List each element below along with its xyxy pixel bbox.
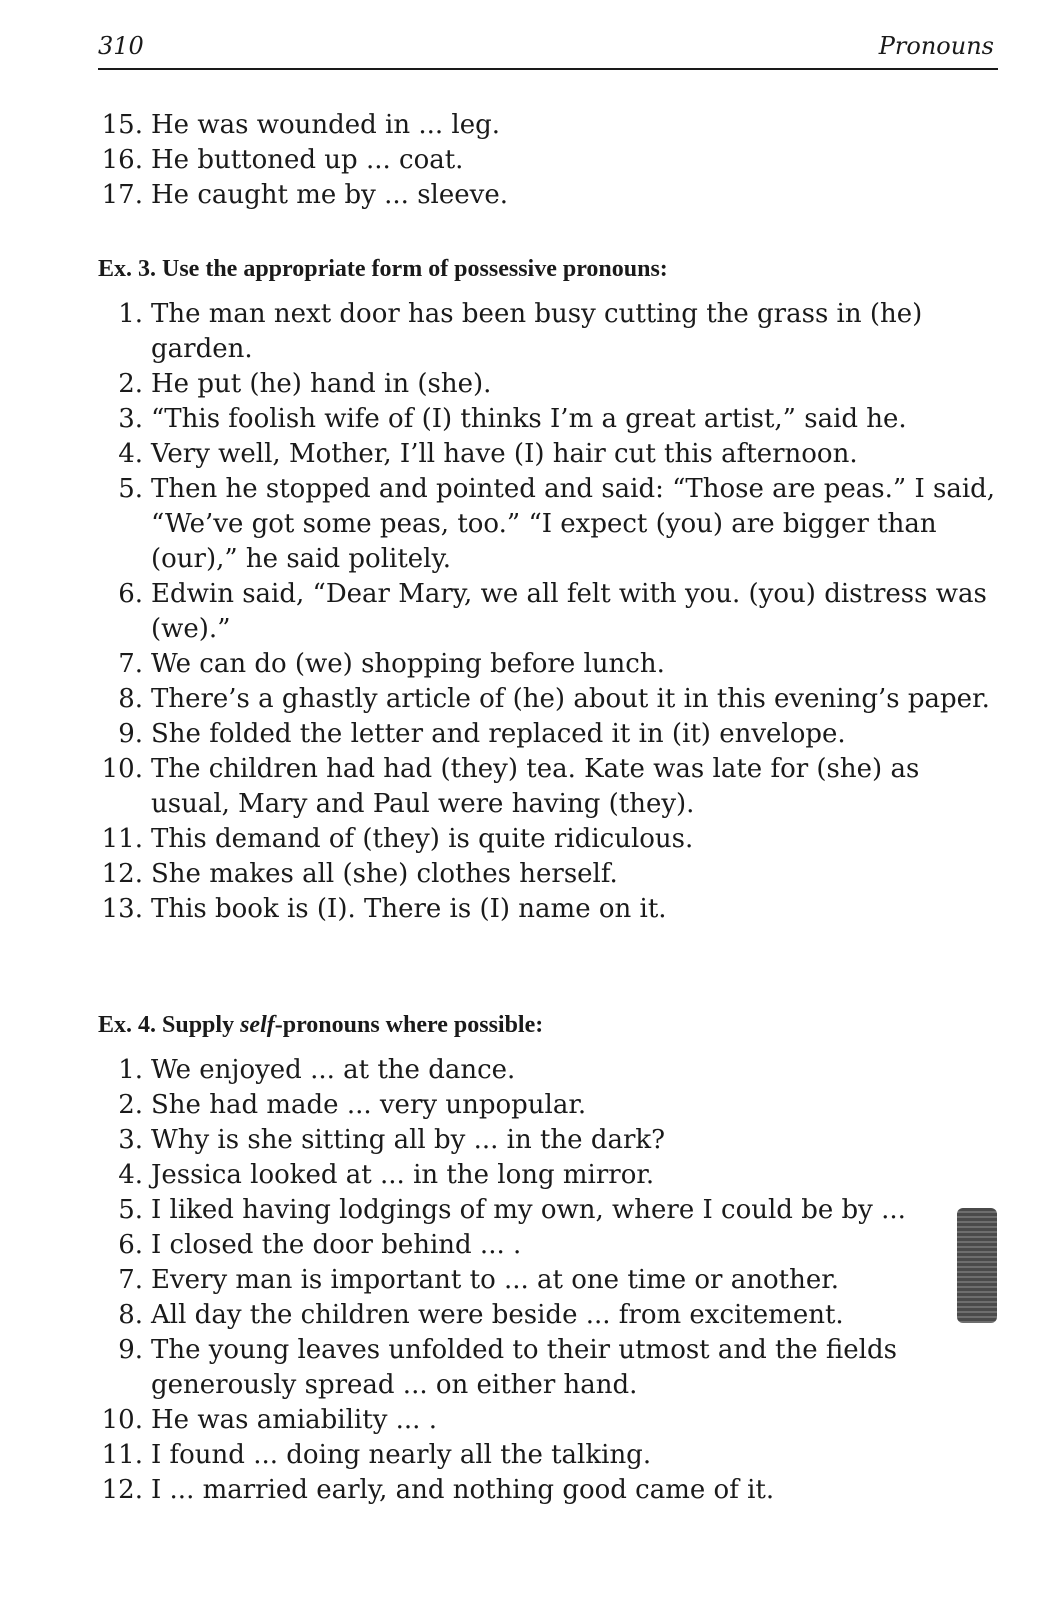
heading-prefix: Ex. 4. Supply	[98, 1012, 241, 1038]
item-number: 9.	[118, 719, 143, 749]
item-number: 2.	[118, 369, 143, 399]
item-text: She folded the letter and replaced it in (it) envelope.	[151, 719, 846, 749]
item-number: 15.	[101, 110, 143, 140]
header-rule	[98, 68, 998, 70]
list-item	[98, 647, 998, 682]
item-text: She had made ... very unpopular.	[151, 1090, 587, 1120]
item-text: He put (he) hand in (she).	[151, 369, 492, 399]
item-number: 12.	[101, 859, 143, 889]
list-item	[98, 1123, 998, 1158]
item-number: 11.	[101, 824, 143, 854]
list-item	[98, 857, 998, 892]
item-text: Jessica looked at ... in the long mirror.	[151, 1160, 655, 1190]
item-number: 16.	[101, 145, 143, 175]
item-number: 8.	[118, 684, 143, 714]
list-item	[98, 1158, 998, 1193]
item-text: “This foolish wife of (I) thinks I’m a great artist,” said he.	[151, 404, 907, 434]
item-number: 3.	[118, 1125, 143, 1155]
item-number: 17.	[101, 180, 143, 210]
list-item	[98, 577, 998, 647]
item-number: 9.	[118, 1335, 143, 1365]
exercise-3-heading: Ex. 3. Use the appropriate form of possessive pronouns:	[98, 256, 668, 282]
list-item	[98, 402, 998, 437]
list-item	[98, 1193, 998, 1228]
list-item	[98, 752, 998, 822]
item-number: 8.	[118, 1300, 143, 1330]
item-number: 3.	[118, 404, 143, 434]
item-number: 1.	[118, 1055, 143, 1085]
item-number: 4.	[118, 1160, 143, 1190]
item-text: Every man is important to ... at one time or another.	[151, 1265, 840, 1295]
item-number: 5.	[118, 1195, 143, 1225]
list-item	[98, 1228, 998, 1263]
item-text: He buttoned up ... coat.	[151, 145, 464, 175]
item-number: 11.	[101, 1440, 143, 1470]
list-item	[98, 178, 998, 213]
item-text: The man next door has been busy cutting the grass in (he) garden.	[151, 299, 923, 364]
item-number: 7.	[118, 649, 143, 679]
item-number: 2.	[118, 1090, 143, 1120]
list-item	[98, 367, 998, 402]
page-number: 310	[98, 32, 144, 60]
exercise-4-heading	[98, 1012, 998, 1039]
list-item	[98, 1263, 998, 1298]
item-number: 13.	[101, 894, 143, 924]
continued-exercise	[98, 108, 998, 213]
list-item	[98, 1438, 998, 1473]
heading-suffix: -pronouns where possible:	[274, 1012, 544, 1038]
item-number: 5.	[118, 474, 143, 504]
page-header	[98, 32, 998, 72]
item-number: 6.	[118, 1230, 143, 1260]
item-number: 4.	[118, 439, 143, 469]
list-item	[98, 1473, 998, 1508]
list-item	[98, 1333, 998, 1403]
list-item	[98, 1403, 998, 1438]
item-text: He was wounded in ... leg.	[151, 110, 501, 140]
item-text: This demand of (they) is quite ridiculous.	[151, 824, 694, 854]
exercise-3-list	[98, 297, 998, 927]
item-text: There’s a ghastly article of (he) about it in this evening’s paper.	[151, 684, 990, 714]
list-item	[98, 682, 998, 717]
list-item	[98, 892, 998, 927]
list-item	[98, 717, 998, 752]
item-text: Edwin said, “Dear Mary, we all felt with you. (you) distress was (we).”	[151, 579, 987, 644]
item-text: Then he stopped and pointed and said: “Those are peas.” I said, “We’ve got some peas, too.” “I expect (you) are bigger than (our),” he said politely.	[151, 474, 996, 574]
list-item	[98, 1088, 998, 1123]
item-text: The young leaves unfolded to their utmost and the fields generously spread ... on either hand.	[151, 1335, 897, 1400]
item-text: Why is she sitting all by ... in the dark?	[151, 1125, 666, 1155]
list-item	[98, 437, 998, 472]
exercise-4-list	[98, 1053, 998, 1508]
item-text: The children had had (they) tea. Kate was late for (she) as usual, Mary and Paul were having (they).	[151, 754, 920, 819]
heading-italic: self	[240, 1012, 275, 1038]
item-text: I ... married early, and nothing good came of it.	[151, 1475, 775, 1505]
item-number: 6.	[118, 579, 143, 609]
item-text: He caught me by ... sleeve.	[151, 180, 508, 210]
item-text: This book is (I). There is (I) name on it.	[151, 894, 667, 924]
item-text: I found ... doing nearly all the talking.	[151, 1440, 652, 1470]
item-number: 1.	[118, 299, 143, 329]
item-number: 12.	[101, 1475, 143, 1505]
item-text: I closed the door behind ... .	[151, 1230, 522, 1260]
ink-smudge	[957, 1208, 997, 1323]
running-title: Pronouns	[878, 32, 994, 60]
item-text: Very well, Mother, I’ll have (I) hair cut this afternoon.	[151, 439, 858, 469]
continued-list	[98, 108, 998, 213]
item-text: All day the children were beside ... from excitement.	[151, 1300, 844, 1330]
item-text: We enjoyed ... at the dance.	[151, 1055, 516, 1085]
list-item	[98, 472, 998, 577]
item-text: She makes all (she) clothes herself.	[151, 859, 618, 889]
item-number: 10.	[101, 754, 143, 784]
list-item	[98, 108, 998, 143]
list-item	[98, 1053, 998, 1088]
item-text: We can do (we) shopping before lunch.	[151, 649, 665, 679]
exercise-3	[98, 256, 998, 927]
list-item	[98, 822, 998, 857]
list-item	[98, 1298, 998, 1333]
list-item	[98, 143, 998, 178]
list-item	[98, 297, 998, 367]
item-text: I liked having lodgings of my own, where I could be by ...	[151, 1195, 906, 1225]
item-text: He was amiability ... .	[151, 1405, 437, 1435]
item-number: 10.	[101, 1405, 143, 1435]
item-number: 7.	[118, 1265, 143, 1295]
exercise-4	[98, 1012, 998, 1508]
